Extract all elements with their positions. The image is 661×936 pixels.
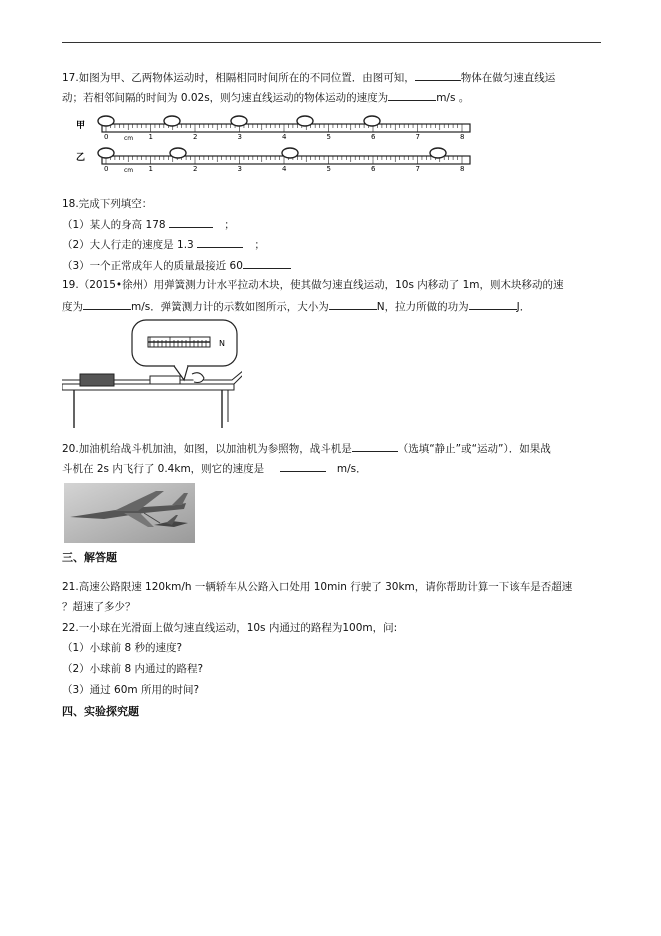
q18-item1-text: （1）某人的身高 178 — [62, 219, 166, 231]
q22-line1: 22.一小球在光滑面上做匀速直线运动，10s 内通过的路程为100m，问: — [62, 622, 398, 634]
q17-line1 — [62, 69, 555, 85]
ruler-tick-label: 1 — [148, 165, 153, 173]
q22-item1: （1）小球前 8 秒的速度? — [62, 642, 183, 654]
ruler-tick-label: 2 — [193, 165, 198, 173]
ruler-tick-label: 1 — [148, 133, 153, 141]
ruler-tick-label: 5 — [326, 165, 331, 173]
q18-item2-text: （2）大人行走的速度是 1.3 — [62, 239, 194, 251]
q17-text-d: m/s 。 — [436, 92, 470, 104]
q20-refueling-photo — [64, 483, 195, 543]
ruler-tick-label: 3 — [237, 165, 242, 173]
q19-line2 — [62, 298, 530, 314]
ruler-tick-label: 8 — [460, 165, 465, 173]
q19-spring-scale-figure — [62, 318, 242, 430]
q21-line2: ？超速了多少？ — [62, 601, 136, 613]
q18-item2 — [62, 236, 265, 252]
q20-blank-speed[interactable] — [280, 460, 326, 472]
q19-blank-work[interactable] — [469, 298, 517, 310]
q17-blank-object[interactable] — [415, 69, 461, 81]
q17-text-b: 物体在做匀速直线运 — [460, 72, 556, 84]
ball-yi-1 — [98, 148, 114, 158]
q19-blank-force[interactable] — [329, 298, 377, 310]
ruler-tick-label: 6 — [371, 133, 376, 141]
q20-text-c: 斗机在 2s 内飞行了 0.4km，则它的速度是 — [62, 463, 265, 475]
header-rule — [62, 42, 601, 43]
q19-text-c: N，拉力所做的功为 — [376, 301, 469, 313]
ruler-tick-label: 0 — [104, 133, 109, 141]
q17-line2 — [62, 89, 469, 105]
q19-text-b: m/s．弹簧测力计的示数如图所示，大小为 — [131, 301, 329, 313]
ruler-tick-label: 4 — [282, 133, 287, 141]
ruler-tick-label: 2 — [193, 133, 198, 141]
q20-line1 — [62, 440, 551, 456]
ruler-jia — [98, 116, 470, 142]
q20-line2 — [62, 460, 367, 476]
q18-item1-end: ； — [224, 219, 235, 231]
q20-blank-state[interactable] — [352, 440, 398, 452]
q18-blank-2[interactable] — [197, 236, 243, 248]
q19-text-a: 度为 — [62, 301, 83, 313]
q19-blank-speed[interactable] — [83, 298, 131, 310]
ball-jia-5 — [364, 116, 380, 126]
label-yi: 乙 — [76, 153, 86, 163]
ruler-tick-label: 7 — [415, 165, 420, 173]
ball-jia-1 — [98, 116, 114, 126]
section4-title: 四、实验探究题 — [62, 705, 139, 718]
q17-blank-speed[interactable] — [388, 89, 436, 101]
ruler-tick-label: 6 — [371, 165, 376, 173]
ruler-yi — [98, 148, 470, 174]
q17-text-a: 17.如图为甲、乙两物体运动时，相隔相同时间所在的不同位置．由图可知， — [62, 72, 415, 84]
scale-unit-n: N — [219, 339, 225, 348]
q18-item3 — [62, 257, 291, 273]
hand — [192, 373, 204, 383]
q18-title: 18.完成下列填空： — [62, 198, 153, 210]
q20-text-a: 20.加油机给战斗机加油，如图，以加油机为参照物，战斗机是 — [62, 443, 352, 455]
q18-item3-text: （3）一个正常成年人的质量最接近 60 — [62, 260, 243, 272]
ruler-yi-unit: cm — [124, 167, 134, 174]
q17-ruler-figure — [62, 112, 482, 180]
ruler-tick-label: 4 — [282, 165, 287, 173]
ball-yi-2 — [170, 148, 186, 158]
ruler-tick-label: 3 — [237, 133, 242, 141]
ball-yi-4 — [430, 148, 446, 158]
ball-jia-3 — [231, 116, 247, 126]
ruler-tick-label: 0 — [104, 165, 109, 173]
spring-scale — [150, 376, 180, 384]
ruler-tick-label: 7 — [415, 133, 420, 141]
q18-blank-1[interactable] — [169, 216, 213, 228]
q22-item2: （2）小球前 8 内通过的路程? — [62, 663, 204, 675]
q17-text-c: 动；若相邻间隔的时间为 0.02s，则匀速直线运动的物体运动的速度为 — [62, 92, 389, 104]
wood-block — [80, 374, 114, 386]
q20-text-d: m/s． — [336, 463, 367, 475]
q18-item2-end: ； — [254, 239, 265, 251]
ball-yi-3 — [282, 148, 298, 158]
ball-jia-4 — [297, 116, 313, 126]
section3-title: 三、解答题 — [62, 551, 117, 564]
q22-item3: （3）通过 60m 所用的时间? — [62, 684, 200, 696]
q18-blank-3[interactable] — [243, 257, 291, 269]
q19-text-d: J． — [516, 301, 531, 313]
ball-jia-2 — [164, 116, 180, 126]
ruler-tick-label: 5 — [326, 133, 331, 141]
label-jia: 甲 — [76, 121, 86, 131]
ruler-jia-unit: cm — [124, 135, 134, 142]
q21-line1: 21.高速公路限速 120km/h 一辆轿车从公路入口处用 10min 行驶了 30km，请你帮助计算一下该车是否超速 — [62, 581, 573, 593]
q19-line1: 19.（2015•徐州）用弹簧测力计水平拉动木块，使其做匀速直线运动，10s 内移动了 1m，则木块移动的速 — [62, 279, 564, 291]
q18-item1 — [62, 216, 235, 232]
ruler-tick-label: 8 — [460, 133, 465, 141]
q20-text-b: （选填“静止”或“运动”）．如果战 — [397, 443, 551, 455]
